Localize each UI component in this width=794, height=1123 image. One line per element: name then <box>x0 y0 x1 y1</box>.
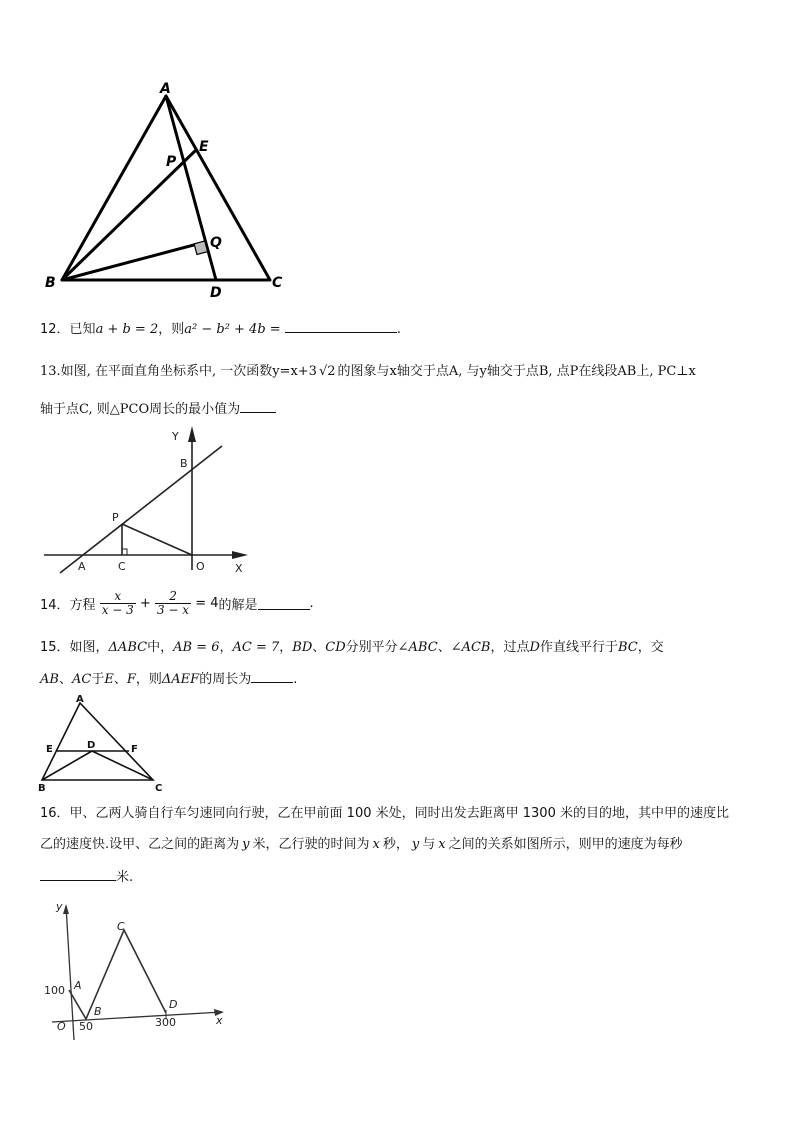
x-axis <box>52 1012 222 1022</box>
label-b: B <box>38 783 46 794</box>
q13-text-c: 轴于点C, 则△PCO周长的最小值为 <box>40 402 241 417</box>
q15-cd: CD <box>325 640 346 655</box>
label-y: Y <box>172 430 179 443</box>
label-f: F <box>131 744 138 755</box>
q12-given-expr: a + b = 2 <box>95 322 159 337</box>
q15-text-ze: ，则 <box>135 672 162 687</box>
q15-line2-ab: AB <box>40 672 59 687</box>
label-e: E <box>46 744 53 755</box>
q15-point-d: D <box>529 640 540 655</box>
q15-text-perimeter: 的周长为 <box>199 672 252 687</box>
q14-plus: + <box>139 596 151 611</box>
q15-bd: BD <box>292 640 313 655</box>
y-axis-arrow <box>63 904 69 914</box>
q15-dun-4: 、 <box>113 672 127 687</box>
label-d: D <box>210 285 222 301</box>
q15-comma-2: ， <box>279 640 293 655</box>
q15-bc: BC <box>617 640 638 655</box>
q15-ab: AB = 6 <box>173 640 220 655</box>
label-origin: O <box>57 1020 66 1033</box>
q15-text-yu: 于 <box>91 672 105 687</box>
q15-text-e: ，过点 <box>490 640 530 655</box>
label-x-axis: x <box>216 1014 223 1027</box>
graph-line <box>69 930 166 1019</box>
q15-line2-ac: AC <box>71 672 92 687</box>
q15-text-g: ，交 <box>637 640 664 655</box>
q16-var-x-2: x <box>438 837 446 852</box>
q16-var-y: y <box>242 837 250 852</box>
q15-text-b: 中， <box>147 640 174 655</box>
label-b: B <box>45 275 56 291</box>
q16-text-2a: 乙的速度快.设甲、乙之间的距离为 <box>40 837 240 852</box>
q12-then: ，则 <box>158 322 185 337</box>
q16-text-2c: 秒， <box>382 837 409 852</box>
label-b: B <box>180 457 188 470</box>
q14-period: . <box>309 596 314 611</box>
label-a: A <box>76 694 84 705</box>
q14-equals: = 4 <box>195 596 219 611</box>
q15-dun: 、 <box>312 640 326 655</box>
label-c: C <box>117 920 125 933</box>
q15-comma: ， <box>219 640 233 655</box>
y-axis <box>66 906 74 1040</box>
q15-period: . <box>293 672 298 687</box>
label-a: A <box>160 81 171 97</box>
q16-text-2e: 之间的关系如图所示，则甲的速度为每秒 <box>448 837 683 852</box>
q15-angle-acb: ∠ACB <box>450 640 491 655</box>
label-o: O <box>196 560 205 573</box>
q14-prefix: 14．方程 <box>40 598 96 613</box>
q16-text-1: 16．甲、乙两人骑自行车匀速同向行驶，乙在甲前面 100 米处，同时出发去距离甲 1300 米的目的地，其中甲的速度比 <box>40 806 729 821</box>
tick-50: 50 <box>79 1020 93 1033</box>
q13-sqrt: √2 <box>318 364 336 379</box>
q15-text-d: 分别平分 <box>345 640 398 655</box>
q15-dun-2: 、 <box>437 640 451 655</box>
label-q: Q <box>210 235 222 251</box>
q15-point-f: F <box>126 672 136 687</box>
q12-given: 已知 <box>69 322 96 337</box>
q14-suffix: 的解是 <box>218 598 258 613</box>
q16-text-2b: 米，乙行驶的时间为 <box>252 837 370 852</box>
q13-text-b: 的图象与x轴交于点A, 与y轴交于点B, 点P在线段AB上, PC⊥x <box>337 364 696 379</box>
q15-point-e: E <box>104 672 114 687</box>
label-p: P <box>166 154 177 170</box>
q16-var-x: x <box>372 837 380 852</box>
q12-number: 12． <box>40 322 70 337</box>
q14-frac1-numerator: x <box>100 590 136 604</box>
q16-text-2d: 与 <box>422 837 436 852</box>
label-d: D <box>169 998 178 1011</box>
q12-ask-expr: a² − b² + 4b = <box>184 322 281 337</box>
q14-frac1-denominator: x − 3 <box>101 603 134 617</box>
q15-triangle-aef: ΔAEF <box>161 672 200 687</box>
label-b: B <box>94 1005 102 1018</box>
label-c: C <box>155 783 163 794</box>
q14-frac2-numerator: 2 <box>155 590 191 604</box>
q16-var-y-2: y <box>411 837 420 852</box>
label-d: D <box>87 740 96 751</box>
q15-dun-3: 、 <box>58 672 72 687</box>
label-c: C <box>118 560 126 573</box>
tick-300-label: 300 <box>155 1016 176 1029</box>
q12-period: . <box>396 322 401 337</box>
label-y-axis: y <box>56 900 63 913</box>
label-a: A <box>78 560 86 573</box>
tick-100: 100 <box>44 984 65 997</box>
q13-text-a: 13.如图, 在平面直角坐标系中, 一次函数y=x+3 <box>40 364 317 379</box>
q15-triangle: ΔABC <box>108 640 148 655</box>
label-c: C <box>272 275 283 291</box>
q14-frac2-denominator: 3 − x <box>156 603 190 617</box>
q15-text-f: 作直线平行于 <box>539 640 618 655</box>
q15-ac: AC = 7 <box>232 640 280 655</box>
label-a: A <box>74 979 82 992</box>
label-p: P <box>112 511 119 524</box>
label-x: X <box>235 562 243 575</box>
q15-text-a: 15．如图， <box>40 640 109 655</box>
q15-angle-abc: ∠ABC <box>397 640 438 655</box>
q16-text-3: 米. <box>116 870 134 885</box>
label-e: E <box>199 139 209 155</box>
